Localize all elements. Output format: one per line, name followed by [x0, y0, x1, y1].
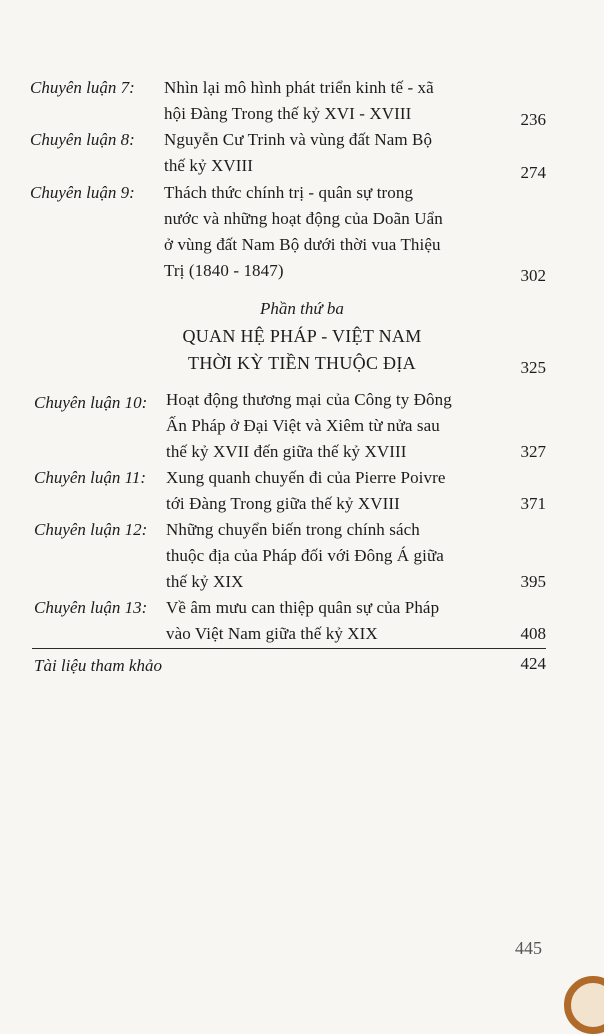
toc-title-line: Trị (1840 - 1847) — [164, 261, 284, 280]
toc-label: Chuyên luận 8: — [30, 130, 135, 149]
toc-page-number: 302 — [520, 266, 546, 285]
toc-title-line: Ấn Pháp ở Đại Việt và Xiêm từ nửa sau — [166, 416, 440, 435]
toc-title-line: Xung quanh chuyến đi của Pierre Poivre — [166, 468, 446, 487]
toc-title-line: thế kỷ XVII đến giữa thế kỷ XVIII — [166, 442, 407, 461]
toc-title-line: thế kỷ XIX — [166, 572, 244, 591]
toc-label: Chuyên luận 11: — [34, 468, 147, 487]
toc-page-number: 408 — [520, 624, 546, 643]
toc-page-number: 327 — [520, 442, 546, 461]
toc-title-line: ở vùng đất Nam Bộ dưới thời vua Thiệu — [164, 235, 441, 254]
toc-title-line: Nhìn lại mô hình phát triển kinh tế - xã — [164, 78, 434, 97]
toc-page-number: 274 — [520, 163, 546, 182]
toc-page-number: 236 — [520, 110, 546, 129]
toc-title-line: Thách thức chính trị - quân sự trong — [164, 183, 414, 202]
divider-line — [32, 648, 546, 649]
toc-page-number: 424 — [520, 654, 546, 673]
toc-title-line: hội Đàng Trong thế kỷ XVI - XVIII — [164, 104, 412, 123]
references-label: Tài liệu tham khảo — [34, 656, 162, 675]
toc-label: Chuyên luận 9: — [30, 183, 135, 202]
toc-title-line: Nguyễn Cư Trinh và vùng đất Nam Bộ — [164, 130, 433, 149]
toc-title-line: thế kỷ XVIII — [164, 156, 254, 175]
part-subtitle: Phần thứ ba — [260, 299, 344, 318]
toc-label: Chuyên luận 12: — [34, 520, 148, 539]
toc-page-number: 371 — [520, 494, 546, 513]
page-number: 445 — [515, 938, 542, 958]
part-title-line2: THỜI KỲ TIỀN THUỘC ĐỊA — [188, 353, 416, 373]
toc-label: Chuyên luận 13: — [34, 598, 148, 617]
toc-label: Chuyên luận 10: — [34, 393, 148, 412]
binding-clip-decoration — [564, 976, 604, 1034]
toc-title-line: vào Việt Nam giữa thế kỷ XIX — [166, 624, 378, 643]
toc-title-line: Hoạt động thương mại của Công ty Đông — [166, 390, 452, 409]
toc-title-line: thuộc địa của Pháp đối với Đông Á giữa — [166, 546, 444, 565]
toc-page-number: 325 — [520, 358, 546, 377]
toc-title-line: tới Đàng Trong giữa thế kỷ XVIII — [166, 494, 400, 513]
toc-page-number: 395 — [520, 572, 546, 591]
part-title-line1: QUAN HỆ PHÁP - VIỆT NAM — [182, 326, 422, 346]
toc-label: Chuyên luận 7: — [30, 78, 135, 97]
toc-title-line: Về âm mưu can thiệp quân sự của Pháp — [166, 598, 440, 617]
toc-title-line: Những chuyển biến trong chính sách — [166, 520, 420, 539]
toc-title-line: nước và những hoạt động của Doãn Uẩn — [164, 209, 443, 228]
